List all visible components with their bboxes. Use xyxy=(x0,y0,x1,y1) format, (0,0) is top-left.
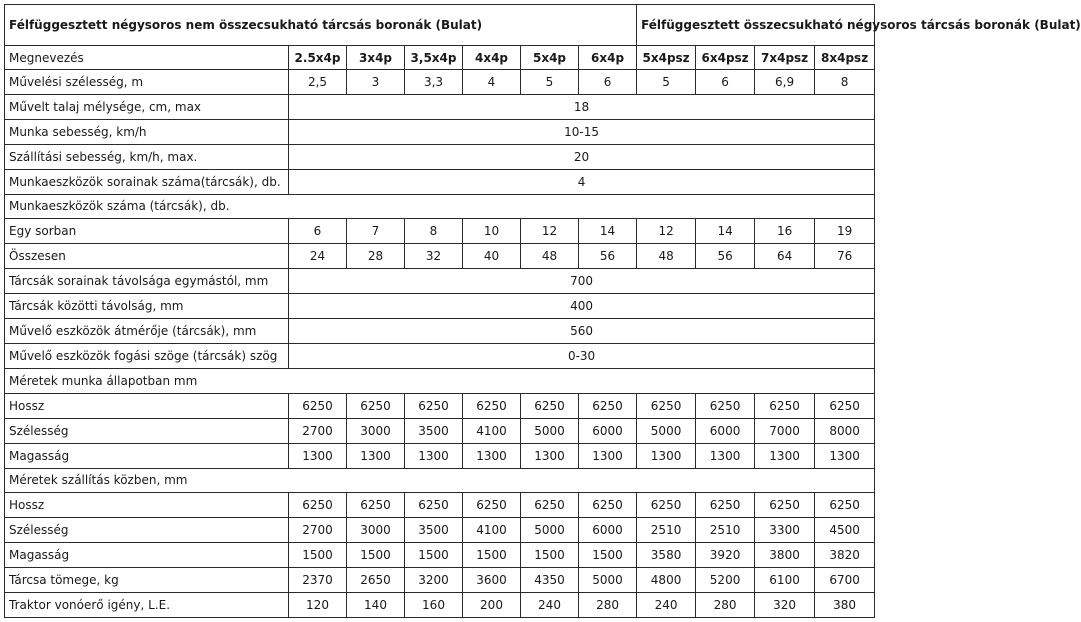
value-cell: 240 xyxy=(521,593,579,618)
value-cell: 2510 xyxy=(637,518,696,543)
value-cell: 1300 xyxy=(637,443,696,468)
value-cell: 6250 xyxy=(755,493,815,518)
value-cell: 6100 xyxy=(755,568,815,593)
shared-value-cell: 20 xyxy=(289,144,875,169)
value-cell: 6000 xyxy=(579,418,637,443)
value-cell: 3820 xyxy=(815,543,875,568)
value-cell: 1500 xyxy=(521,543,579,568)
value-cell: 1300 xyxy=(405,443,463,468)
value-cell: 6250 xyxy=(755,393,815,418)
value-cell: 6 xyxy=(289,219,347,244)
value-cell: 1500 xyxy=(347,543,405,568)
shared-value-cell: 400 xyxy=(289,294,875,319)
table-row xyxy=(5,94,875,119)
model-header: 6x4psz xyxy=(696,46,755,70)
value-cell: 32 xyxy=(405,244,463,269)
table-row xyxy=(5,593,875,618)
header-label: Megnevezés xyxy=(5,46,289,70)
value-cell: 19 xyxy=(815,219,875,244)
value-cell: 6250 xyxy=(579,493,637,518)
value-cell: 14 xyxy=(696,219,755,244)
row-label: Egy sorban xyxy=(5,219,289,244)
value-cell: 3920 xyxy=(696,543,755,568)
value-cell: 1300 xyxy=(696,443,755,468)
value-cell: 6250 xyxy=(579,393,637,418)
row-label: Művelt talaj mélysége, cm, max xyxy=(5,94,289,119)
value-cell: 5000 xyxy=(521,418,579,443)
row-label: Összesen xyxy=(5,244,289,269)
value-cell: 6250 xyxy=(405,493,463,518)
value-cell: 5 xyxy=(521,70,579,95)
value-cell: 4 xyxy=(463,70,521,95)
row-label: Méretek szállítás közben, mm xyxy=(5,468,875,493)
model-header: 3x4p xyxy=(347,46,405,70)
shared-value-cell: 18 xyxy=(289,94,875,119)
row-label: Tárcsák közötti távolság, mm xyxy=(5,294,289,319)
table-row xyxy=(5,543,875,568)
model-header: 5x4p xyxy=(521,46,579,70)
row-label: Szélesség xyxy=(5,418,289,443)
value-cell: 76 xyxy=(815,244,875,269)
table-row xyxy=(5,144,875,169)
value-cell: 6250 xyxy=(521,493,579,518)
value-cell: 6250 xyxy=(815,493,875,518)
value-cell: 10 xyxy=(463,219,521,244)
value-cell: 5000 xyxy=(521,518,579,543)
table-row xyxy=(5,568,875,593)
value-cell: 240 xyxy=(637,593,696,618)
table-row xyxy=(5,319,875,344)
row-label: Szállítási sebesség, km/h, max. xyxy=(5,144,289,169)
value-cell: 1300 xyxy=(755,443,815,468)
table-row xyxy=(5,518,875,543)
model-header: 2.5x4p xyxy=(289,46,347,70)
value-cell: 3500 xyxy=(405,518,463,543)
value-cell: 12 xyxy=(521,219,579,244)
value-cell: 6000 xyxy=(696,418,755,443)
row-label: Munkaeszközök sorainak száma(tárcsák), db. xyxy=(5,169,289,194)
value-cell: 3000 xyxy=(347,518,405,543)
value-cell: 1300 xyxy=(815,443,875,468)
value-cell: 380 xyxy=(815,593,875,618)
section-row xyxy=(5,368,875,393)
value-cell: 6250 xyxy=(405,393,463,418)
value-cell: 8000 xyxy=(815,418,875,443)
shared-value-cell: 4 xyxy=(289,169,875,194)
value-cell: 6 xyxy=(579,70,637,95)
model-header: 7x4psz xyxy=(755,46,815,70)
row-label: Hossz xyxy=(5,393,289,418)
value-cell: 6700 xyxy=(815,568,875,593)
table-row xyxy=(5,343,875,368)
value-cell: 6250 xyxy=(696,393,755,418)
value-cell: 2700 xyxy=(289,518,347,543)
value-cell: 3,3 xyxy=(405,70,463,95)
table-row xyxy=(5,169,875,194)
value-cell: 5000 xyxy=(637,418,696,443)
value-cell: 3580 xyxy=(637,543,696,568)
title-folding: Félfüggesztett összecsukható négysoros tárcsás boronák (Bulat) xyxy=(637,5,875,46)
value-cell: 12 xyxy=(637,219,696,244)
value-cell: 6,9 xyxy=(755,70,815,95)
section-row xyxy=(5,194,875,219)
value-cell: 6250 xyxy=(347,393,405,418)
value-cell: 1300 xyxy=(289,443,347,468)
table-row xyxy=(5,443,875,468)
table-row xyxy=(5,70,875,95)
table-row xyxy=(5,393,875,418)
shared-value-cell: 700 xyxy=(289,269,875,294)
value-cell: 6250 xyxy=(289,493,347,518)
value-cell: 56 xyxy=(696,244,755,269)
title-main: Félfüggesztett négysoros nem összecsukható tárcsás boronák (Bulat) xyxy=(5,5,637,46)
value-cell: 280 xyxy=(579,593,637,618)
value-cell: 5000 xyxy=(579,568,637,593)
value-cell: 2700 xyxy=(289,418,347,443)
spec-table xyxy=(4,4,1081,618)
header-row xyxy=(5,46,875,70)
value-cell: 3600 xyxy=(463,568,521,593)
value-cell: 6250 xyxy=(289,393,347,418)
value-cell: 1300 xyxy=(347,443,405,468)
row-label: Munkaeszközök száma (tárcsák), db. xyxy=(5,194,875,219)
value-cell: 280 xyxy=(696,593,755,618)
value-cell: 4500 xyxy=(815,518,875,543)
value-cell: 1300 xyxy=(521,443,579,468)
row-label: Művelő eszközök átmérője (tárcsák), mm xyxy=(5,319,289,344)
shared-value-cell: 0-30 xyxy=(289,343,875,368)
value-cell: 48 xyxy=(521,244,579,269)
row-label: Művelési szélesség, m xyxy=(5,70,289,95)
value-cell: 3500 xyxy=(405,418,463,443)
value-cell: 1300 xyxy=(579,443,637,468)
value-cell: 5200 xyxy=(696,568,755,593)
value-cell: 7 xyxy=(347,219,405,244)
value-cell: 3000 xyxy=(347,418,405,443)
value-cell: 120 xyxy=(289,593,347,618)
value-cell: 4100 xyxy=(463,418,521,443)
shared-value-cell: 560 xyxy=(289,319,875,344)
value-cell: 28 xyxy=(347,244,405,269)
value-cell: 6250 xyxy=(637,393,696,418)
value-cell: 2650 xyxy=(347,568,405,593)
value-cell: 4100 xyxy=(463,518,521,543)
value-cell: 6 xyxy=(696,70,755,95)
value-cell: 3200 xyxy=(405,568,463,593)
value-cell: 1500 xyxy=(405,543,463,568)
value-cell: 6250 xyxy=(637,493,696,518)
value-cell: 2510 xyxy=(696,518,755,543)
table-row xyxy=(5,119,875,144)
value-cell: 200 xyxy=(463,593,521,618)
value-cell: 3300 xyxy=(755,518,815,543)
value-cell: 6250 xyxy=(463,393,521,418)
model-header: 3,5x4p xyxy=(405,46,463,70)
table-row xyxy=(5,269,875,294)
value-cell: 16 xyxy=(755,219,815,244)
table-row xyxy=(5,418,875,443)
value-cell: 2,5 xyxy=(289,70,347,95)
value-cell: 6000 xyxy=(579,518,637,543)
value-cell: 64 xyxy=(755,244,815,269)
value-cell: 4350 xyxy=(521,568,579,593)
row-label: Magasság xyxy=(5,543,289,568)
table-row xyxy=(5,493,875,518)
table-row xyxy=(5,244,875,269)
title-row xyxy=(5,5,875,46)
value-cell: 3 xyxy=(347,70,405,95)
row-label: Munka sebesség, km/h xyxy=(5,119,289,144)
value-cell: 140 xyxy=(347,593,405,618)
value-cell: 1500 xyxy=(289,543,347,568)
value-cell: 5 xyxy=(637,70,696,95)
value-cell: 2370 xyxy=(289,568,347,593)
model-header: 5x4psz xyxy=(637,46,696,70)
value-cell: 7000 xyxy=(755,418,815,443)
row-label: Tárcsák sorainak távolsága egymástól, mm xyxy=(5,269,289,294)
row-label: Tárcsa tömege, kg xyxy=(5,568,289,593)
value-cell: 6250 xyxy=(696,493,755,518)
value-cell: 6250 xyxy=(463,493,521,518)
value-cell: 8 xyxy=(405,219,463,244)
value-cell: 320 xyxy=(755,593,815,618)
value-cell: 6250 xyxy=(815,393,875,418)
value-cell: 3800 xyxy=(755,543,815,568)
section-row xyxy=(5,468,875,493)
value-cell: 4800 xyxy=(637,568,696,593)
row-label: Szélesség xyxy=(5,518,289,543)
row-label: Hossz xyxy=(5,493,289,518)
value-cell: 24 xyxy=(289,244,347,269)
row-label: Művelő eszközök fogási szöge (tárcsák) szög xyxy=(5,343,289,368)
value-cell: 40 xyxy=(463,244,521,269)
value-cell: 6250 xyxy=(521,393,579,418)
model-header: 6x4p xyxy=(579,46,637,70)
table-row xyxy=(5,294,875,319)
value-cell: 1500 xyxy=(463,543,521,568)
row-label: Traktor vonóerő igény, L.E. xyxy=(5,593,289,618)
table-row xyxy=(5,219,875,244)
row-label: Magasság xyxy=(5,443,289,468)
value-cell: 8 xyxy=(815,70,875,95)
row-label: Méretek munka állapotban mm xyxy=(5,368,875,393)
value-cell: 56 xyxy=(579,244,637,269)
value-cell: 1500 xyxy=(579,543,637,568)
value-cell: 14 xyxy=(579,219,637,244)
shared-value-cell: 10-15 xyxy=(289,119,875,144)
value-cell: 6250 xyxy=(347,493,405,518)
value-cell: 1300 xyxy=(463,443,521,468)
value-cell: 48 xyxy=(637,244,696,269)
model-header: 4x4p xyxy=(463,46,521,70)
spec-body xyxy=(5,70,875,618)
value-cell: 160 xyxy=(405,593,463,618)
model-header: 8x4psz xyxy=(815,46,875,70)
